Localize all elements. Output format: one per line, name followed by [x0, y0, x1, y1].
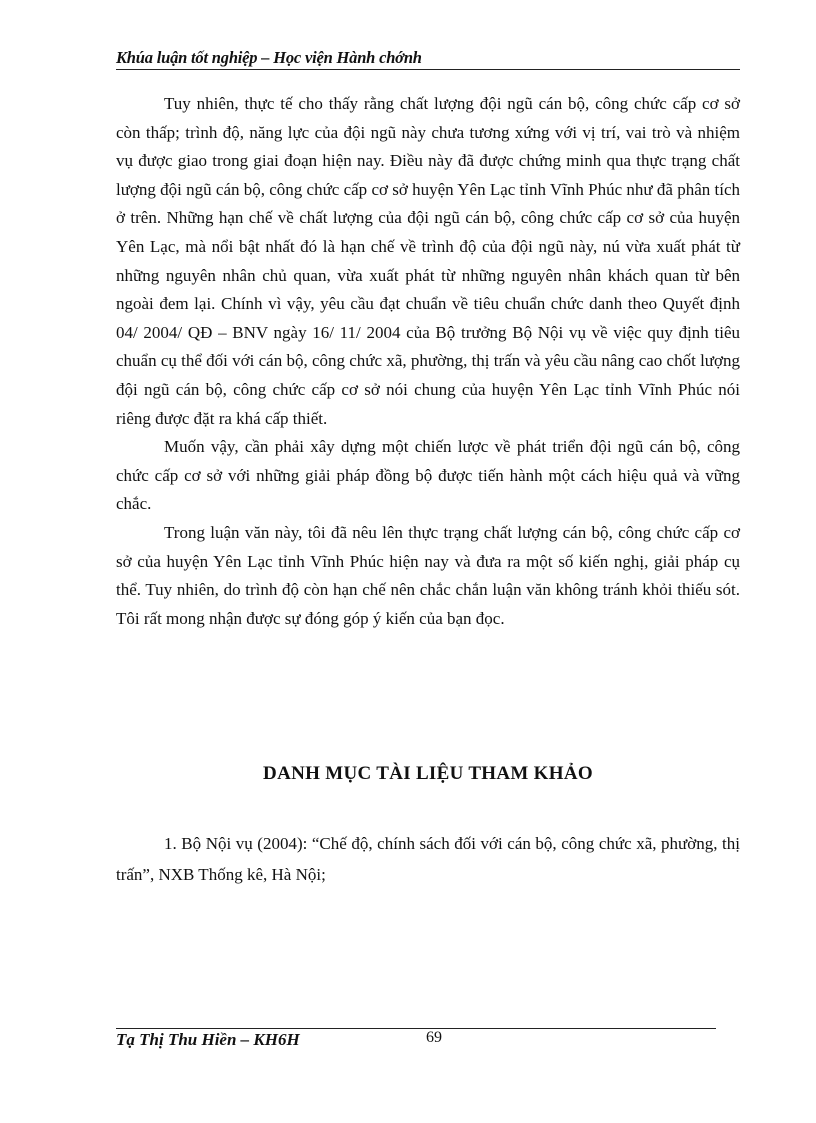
reference-item-1: 1. Bộ Nội vụ (2004): “Chế độ, chính sách đối với cán bộ, công chức xã, phường, thị trấn”, NXB Thống kê, Hà Nội; [116, 834, 740, 884]
paragraph-3: Trong luận văn này, tôi đã nêu lên thực trạng chất lượng cán bộ, công chức cấp cơ sở của huyện Yên Lạc tỉnh Vĩnh Phúc hiện nay và đưa ra một số kiến nghị, giải pháp cụ thể. Tuy nhiên, do trình độ còn hạn chế nên chắc chắn luận văn không tránh khỏi thiếu sót. Tôi rất mong nhận được sự đóng góp ý kiến của bạn đọc. [116, 522, 740, 628]
footer-divider [116, 1028, 716, 1029]
paragraph-1: Tuy nhiên, thực tế cho thấy rằng chất lượng đội ngũ cán bộ, công chức cấp cơ sở còn thấp; trình độ, năng lực của đội ngũ này chưa tương xứng với vị trí, vai trò và nhiệm vụ được giao trong giai đoạn hiện nay. Điều này đã được chứng minh qua thực trạng chất lượng đội ngũ cán bộ, công chức cấp cơ sở huyện Yên Lạc tỉnh Vĩnh Phúc như đã phân tích ở trên. Những hạn chế về chất lượng của đội ngũ cán bộ, công chức cấp cơ sở của huyện Yên Lạc, mà nổi bật nhất đó là hạn chế về trình độ của đội ngũ này, nú vừa xuất phát từ những nguyên nhân chủ quan, vừa xuất phát từ những nguyên nhân khách quan từ bên ngoài đem lại. Chính vì vậy, yêu cầu đạt chuẩn về tiêu chuẩn chức danh theo Quyết định 04/ 2004/ QĐ – BNV ngày 16/ 11/ 2004 của Bộ trưởng Bộ Nội vụ về việc quy định tiêu chuẩn cụ thể đối với cán bộ, công chức xã, phường, thị trấn và yêu cầu nâng cao chốt lượng đội ngũ cán bộ, công chức cấp cơ sở nói chung của huyện Yên Lạc tỉnh Vĩnh Phúc nói riêng được đặt ra khá cấp thiết. [116, 94, 740, 428]
footer-author: Tạ Thị Thu Hiền – KH6H [116, 1030, 300, 1049]
references-heading: DANH MỤC TÀI LIỆU THAM KHẢO [263, 763, 593, 784]
page-number: 69 [426, 1029, 442, 1046]
conclusion-text [116, 90, 740, 633]
page-header: Khúa luận tốt nghiệp – Học viện Hành chớnh [116, 48, 740, 70]
paragraph-2: Muốn vậy, cần phải xây dựng một chiến lược về phát triển đội ngũ cán bộ, công chức cấp cơ sở với những giải pháp đồng bộ được tiến hành một cách hiệu quả và vững chắc. [116, 437, 740, 514]
